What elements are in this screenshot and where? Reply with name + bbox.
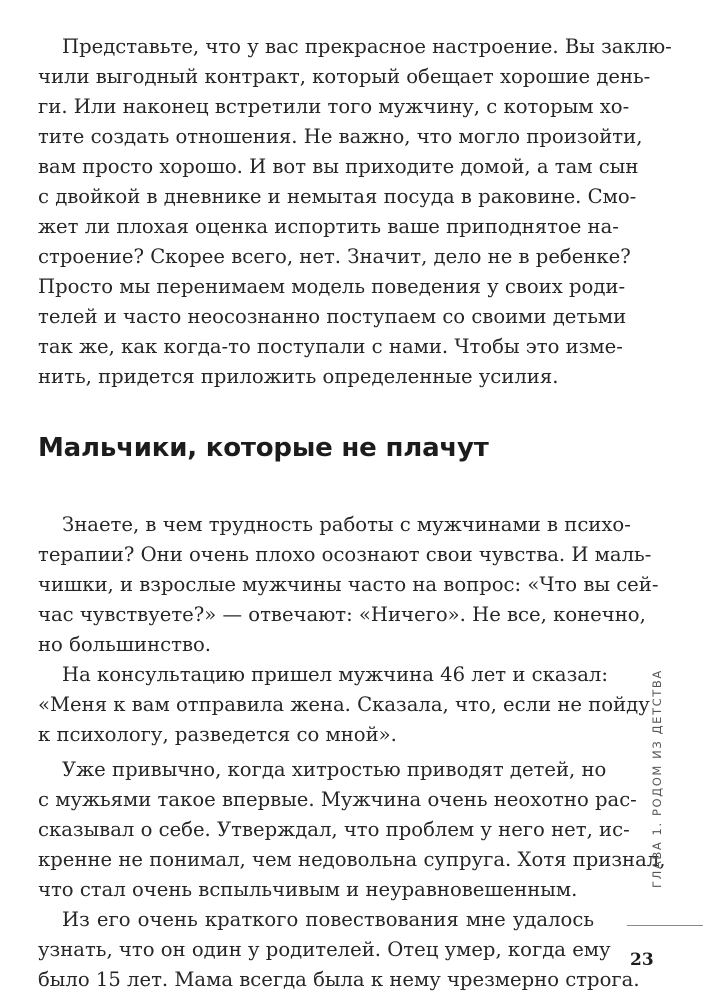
text-line: жет ли плохая оценка испортить ваше приподнятое на- (38, 215, 619, 238)
text-line: Представьте, что у вас прекрасное настроение. Вы заклю- (62, 35, 672, 58)
text-line: так же, как когда-то поступали с нами. Чтобы это изме- (38, 335, 623, 358)
text-line: терапии? Они очень плохо осознают свои чувства. И маль- (38, 543, 652, 566)
text-line: ги. Или наконец встретили того мужчину, с которым хо- (38, 95, 630, 118)
text-line: нить, придется приложить определенные усилия. (38, 365, 559, 388)
text-line: час чувствуете?» — отвечают: «Ничего». Не все, конечно, (38, 603, 646, 626)
text-line: сказывал о себе. Утверждал, что проблем у него нет, ис- (38, 818, 630, 841)
text-line: На консультацию пришел мужчина 46 лет и сказал: (62, 663, 608, 686)
text-line: строение? Скорее всего, нет. Значит, дело не в ребенке? (38, 245, 631, 268)
text-line: было 15 лет. Мама всегда была к нему чрезмерно строга. (38, 968, 640, 991)
text-line: вам просто хорошо. И вот вы приходите домой, а там сын (38, 155, 639, 178)
text-line: к психологу, разведется со мной». (38, 723, 397, 746)
text-line: телей и часто неосознанно поступаем со своими детьми (38, 305, 627, 328)
text-line: с мужьями такое впервые. Мужчина очень неохотно рас- (38, 788, 637, 811)
text-line: «Меня к вам отправила жена. Сказала, что, если не пойду (38, 693, 650, 716)
text-line: узнать, что он один у родителей. Отец умер, когда ему (38, 938, 611, 961)
text-line: но большинство. (38, 633, 211, 656)
text-line: что стал очень вспыльчивым и неуравновешенным. (38, 878, 578, 901)
page-number: 23 (630, 950, 654, 970)
text-line: кренне не понимал, чем недовольна супруга. Хотя признал, (38, 848, 666, 871)
text-line: тите создать отношения. Не важно, что могло произойти, (38, 125, 643, 148)
margin-divider (627, 925, 703, 926)
text-line: чишки, и взрослые мужчины часто на вопрос: «Что вы сей- (38, 573, 659, 596)
text-line: Просто мы перенимаем модель поведения у своих роди- (38, 275, 626, 298)
text-line: Знаете, в чем трудность работы с мужчинами в психо- (62, 513, 631, 536)
text-line: Уже привычно, когда хитростью приводят детей, но (62, 758, 607, 781)
section-heading: Мальчики, которые не плачут (38, 433, 489, 463)
text-line: Из его очень краткого повествования мне удалось (62, 908, 594, 931)
text-line: чили выгодный контракт, который обещает хорошие день- (38, 65, 651, 88)
text-line: с двойкой в дневнике и немытая посуда в раковине. Смо- (38, 185, 637, 208)
chapter-running-header: ГЛАВА 1. РОДОМ ИЗ ДЕТСТВА (650, 669, 664, 888)
